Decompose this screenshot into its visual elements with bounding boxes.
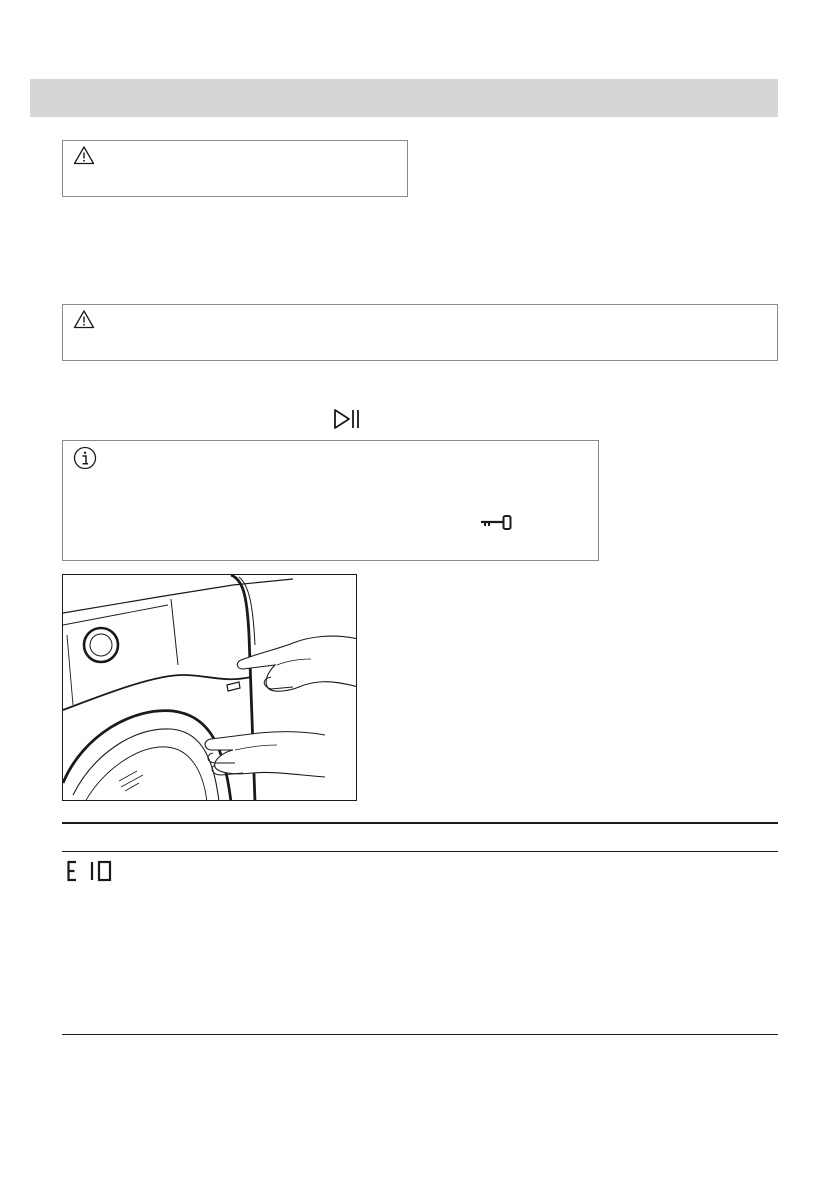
error-code-e10-icon (66, 860, 116, 882)
door-release-illustration (62, 574, 357, 801)
table-header-rule (62, 851, 778, 852)
warning-triangle-icon (73, 145, 95, 165)
table-top-rule (62, 822, 778, 824)
warning-box (62, 140, 408, 197)
washing-machine-drawing (63, 575, 357, 801)
info-note-box (62, 440, 599, 561)
key-icon (479, 513, 515, 533)
info-icon (73, 446, 97, 470)
table-bottom-rule (62, 1034, 778, 1035)
play-pause-icon (333, 407, 361, 431)
warning-triangle-icon (73, 309, 95, 329)
section-header-bar (30, 79, 778, 117)
warning-box (62, 304, 778, 361)
